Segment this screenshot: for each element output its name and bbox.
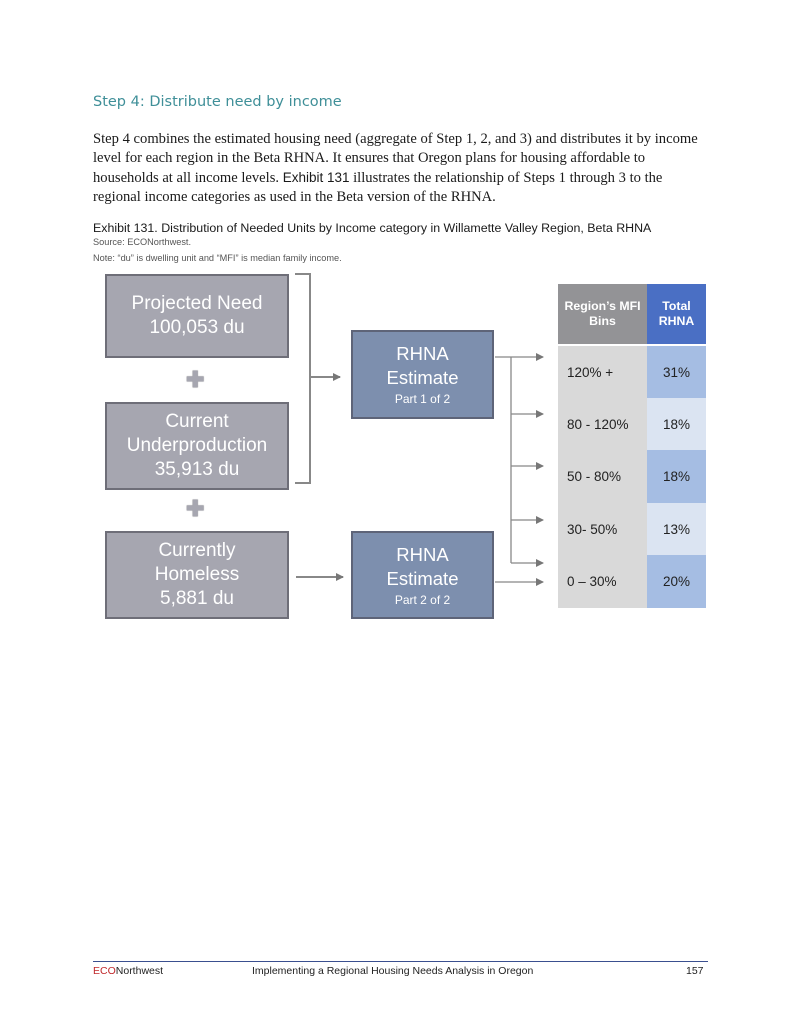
plus-icon: ✚	[186, 496, 205, 521]
homeless-label-2: Homeless	[154, 564, 240, 585]
projected-need-value: 100,053 du	[149, 317, 245, 338]
table-row-pct: 18%	[647, 450, 706, 503]
table-row-pct: 20%	[647, 555, 706, 608]
rhna-part2-sublabel: Part 2 of 2	[394, 592, 451, 607]
exhibit-source: Source: ECONorthwest.	[93, 237, 192, 247]
exhibit-reference: Exhibit 131	[282, 170, 350, 185]
footer-title: Implementing a Regional Housing Needs Analysis in Oregon	[252, 965, 534, 977]
body-text-part1: Step 4 combines the estimated housing need (aggregate of Step 1, 2, and 3) and distributes it by income level for each region in the Beta RHNA. It ensures that Oregon plans for housing affordable to households at all income levels.	[93, 131, 698, 186]
rhna-part2-label-2: Estimate	[386, 567, 459, 589]
exhibit-note: Note: “du” is dwelling unit and “MFI” is median family income.	[93, 253, 342, 263]
projected-need-label: Projected Need	[131, 293, 263, 314]
footer-divider	[93, 961, 708, 962]
rhna-part1-label-1: RHNA	[396, 343, 449, 364]
table-row-bin: 80 - 120%	[558, 398, 647, 450]
table-row-pct: 31%	[647, 346, 706, 398]
table-row-bin: 120% +	[558, 346, 647, 398]
table-row-bin: 30- 50%	[558, 503, 647, 555]
header-mfi-bins: Region’s MFI Bins	[558, 284, 647, 344]
footer-brand-econ: ECO	[93, 965, 116, 977]
section-heading: Step 4: Distribute need by income	[93, 94, 342, 110]
plus-icon: ✚	[186, 367, 205, 392]
homeless-value: 5,881 du	[160, 588, 234, 609]
table-row-pct: 18%	[647, 398, 706, 450]
footer-brand	[93, 965, 163, 977]
body-text-part2: illustrates the relationship of Steps 1 through 3 to the regional income categories as used in the Beta version of the RHNA.	[93, 170, 663, 205]
rhna-part1-sublabel: Part 1 of 2	[394, 392, 451, 406]
homeless-label-1: Currently	[158, 540, 236, 561]
table-row-bin: 0 – 30%	[558, 555, 647, 608]
header-total-rhna: Total RHNA	[647, 284, 706, 344]
underproduction-label-2: Underproduction	[126, 435, 268, 456]
table-row-bin: 50 - 80%	[558, 450, 647, 503]
footer-brand-rest: Northwest	[115, 965, 164, 977]
page-number: 157	[686, 965, 704, 977]
exhibit-title: Exhibit 131. Distribution of Needed Units by Income category in Willamette Valley Region, Beta RHNA	[93, 221, 652, 235]
underproduction-value: 35,913 du	[154, 459, 240, 480]
table-row-pct: 13%	[647, 503, 706, 555]
rhna-part1-label-2: Estimate	[386, 367, 459, 388]
rhna-part2-label-1: RHNA	[396, 543, 449, 565]
underproduction-label-1: Current	[165, 411, 229, 432]
bracket-line	[295, 274, 310, 483]
